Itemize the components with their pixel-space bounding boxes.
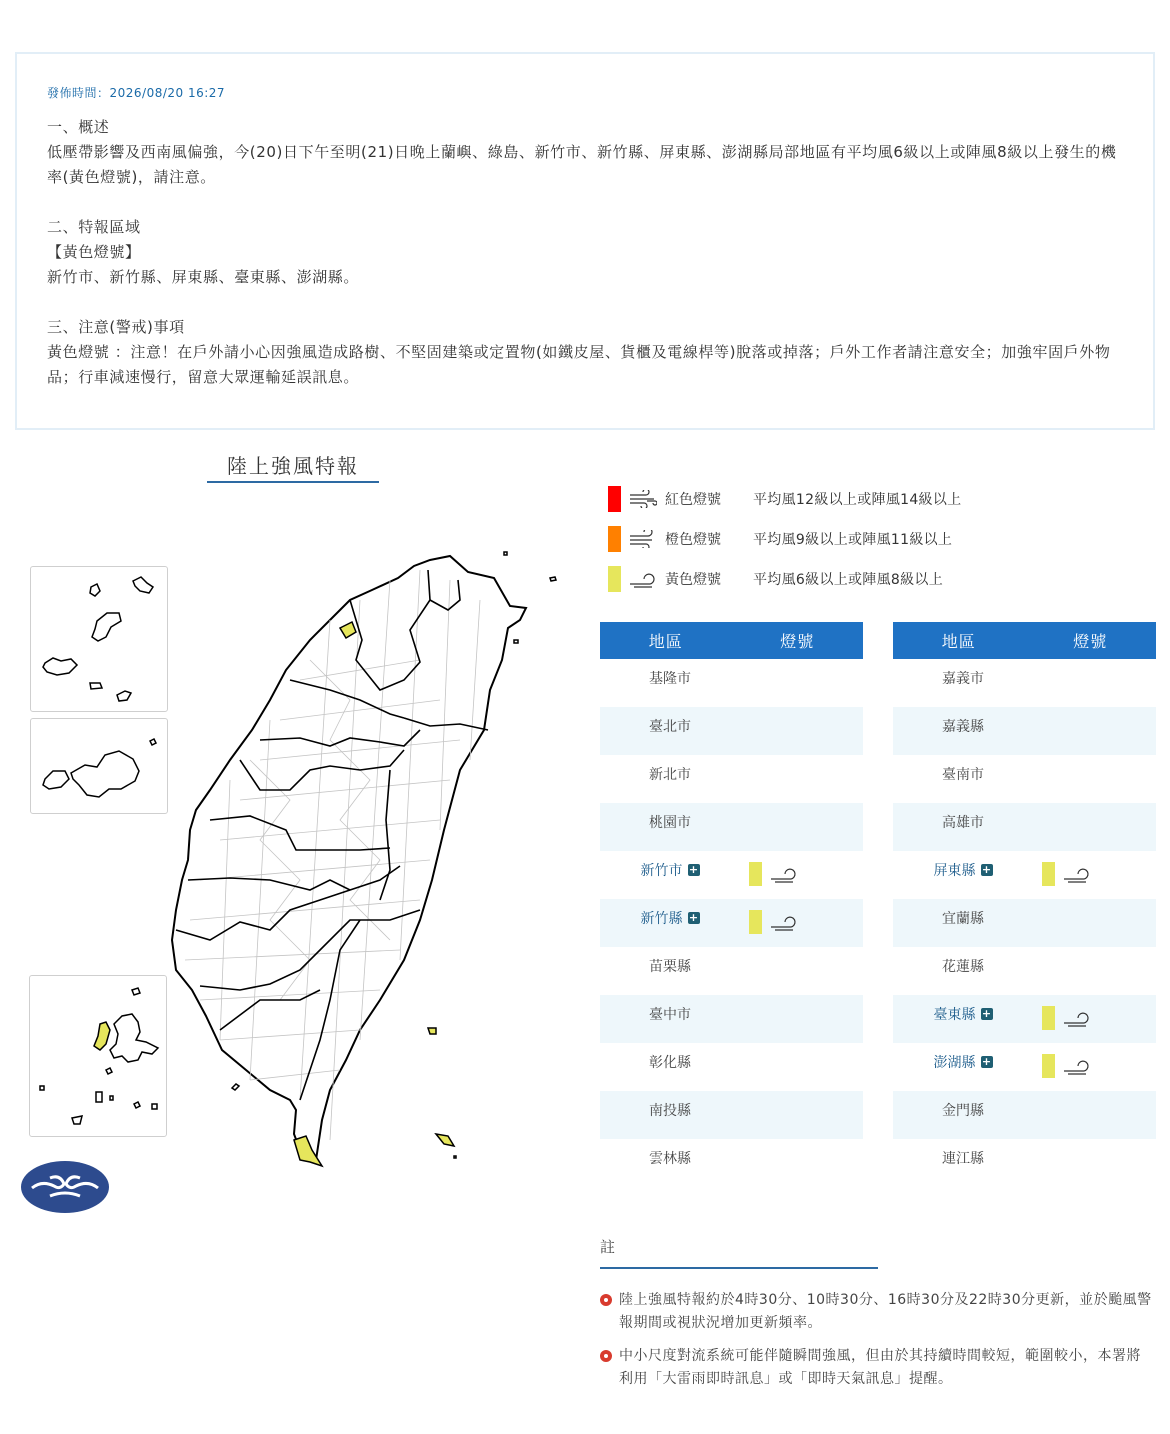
- legend-row-orange: [608, 526, 961, 552]
- region-name: 南投縣: [649, 1103, 691, 1119]
- legend-swatch-orange: [608, 526, 621, 552]
- signal-legend: [608, 486, 961, 606]
- signal-cell: [1033, 851, 1156, 899]
- breeze-icon: [1063, 865, 1091, 883]
- table-row: [600, 899, 863, 947]
- breeze-icon: [770, 865, 798, 883]
- region-name-cell: [600, 707, 740, 755]
- warning-area-title: 二、特報區域: [47, 218, 141, 236]
- region-name: 雲林縣: [649, 1151, 691, 1167]
- notes-title-block: [600, 1236, 878, 1269]
- wind-icon: [629, 530, 657, 548]
- region-name-cell: [893, 707, 1033, 755]
- table-row: [893, 755, 1156, 803]
- signal-cell: [740, 947, 863, 995]
- yellow-signal-bar: [749, 910, 762, 934]
- signal-cell: [740, 707, 863, 755]
- region-name[interactable]: 新竹市: [640, 863, 683, 879]
- region-name: 高雄市: [942, 815, 984, 831]
- table-row: [600, 1091, 863, 1139]
- note-item: [600, 1345, 1155, 1391]
- region-name-cell: [893, 1139, 1033, 1187]
- warning-area-subtitle: 【黃色燈號】: [47, 243, 141, 261]
- table-row: [893, 707, 1156, 755]
- expand-plus-icon[interactable]: +: [981, 863, 992, 876]
- legend-name-orange: 橙色燈號: [665, 532, 721, 548]
- warning-area-section: [47, 215, 1123, 290]
- yellow-signal-bar: [1042, 1054, 1055, 1078]
- region-name: 苗栗縣: [649, 959, 691, 975]
- table-row: [893, 851, 1156, 899]
- table-row: [600, 947, 863, 995]
- table-row: [893, 1091, 1156, 1139]
- column-header-area: 地區: [941, 632, 976, 651]
- region-name: 桃園市: [649, 815, 691, 831]
- column-header-signal: 燈號: [780, 632, 815, 651]
- signal-cell: [1033, 947, 1156, 995]
- ludao-region: [428, 1028, 436, 1034]
- region-name-cell[interactable]: [893, 851, 1033, 899]
- region-name: 花蓮縣: [942, 959, 984, 975]
- signal-cell: [740, 899, 863, 947]
- region-name-cell: [600, 659, 740, 707]
- legend-row-yellow: [608, 566, 961, 592]
- region-name: 新北市: [649, 767, 691, 783]
- region-name: 臺中市: [649, 1007, 691, 1023]
- table-header: [600, 622, 863, 659]
- note-bullet-icon: [600, 1294, 612, 1306]
- table-row: [893, 947, 1156, 995]
- table-row: [893, 1139, 1156, 1187]
- strong-wind-icon: [629, 490, 657, 508]
- yellow-signal-bar: [749, 862, 762, 886]
- bulletin-panel: [15, 52, 1155, 430]
- region-table-right: [893, 622, 1156, 1187]
- region-name: 彰化縣: [649, 1055, 691, 1071]
- region-name-cell[interactable]: [600, 851, 740, 899]
- region-name-cell: [893, 899, 1033, 947]
- region-name[interactable]: 屏東縣: [933, 863, 976, 879]
- signal-cell: [740, 659, 863, 707]
- note-text: 中小尺度對流系統可能伴隨瞬間強風，但由於其持續時間較短，範圍較小，本署將利用「大雷雨即時訊息」或「即時天氣訊息」提醒。: [619, 1348, 1141, 1387]
- region-name-cell: [893, 1091, 1033, 1139]
- yellow-signal-bar: [1042, 1006, 1055, 1030]
- lanyu-region: [436, 1134, 454, 1146]
- overview-body: 低壓帶影響及西南風偏強，今(20)日下午至明(21)日晚上蘭嶼、綠島、新竹市、新竹縣、屏東縣、澎湖縣局部地區有平均風6級以上或陣風8級以上發生的機率(黃色燈號)，請注意。: [47, 143, 1117, 186]
- region-name: 臺南市: [942, 767, 984, 783]
- precaution-section: [47, 315, 1123, 390]
- column-header-area: 地區: [648, 632, 683, 651]
- region-name: 連江縣: [942, 1151, 984, 1167]
- overview-title: 一、概述: [47, 118, 110, 136]
- signal-cell: [740, 803, 863, 851]
- legend-name-red: 紅色燈號: [665, 492, 721, 508]
- cwa-logo: [20, 1160, 110, 1214]
- taiwan-island-outline: [172, 556, 526, 1160]
- table-row: [600, 1043, 863, 1091]
- breeze-icon: [770, 913, 798, 931]
- table-rows: [600, 659, 863, 1187]
- yellow-signal-bar: [1042, 862, 1055, 886]
- map-title: 陸上強風特報: [227, 454, 359, 478]
- region-name: 嘉義市: [942, 671, 984, 687]
- notes-section: [600, 1236, 1155, 1401]
- signal-cell: [740, 1091, 863, 1139]
- region-name-cell[interactable]: [600, 899, 740, 947]
- legend-swatch-red: [608, 486, 621, 512]
- region-name: 基隆市: [649, 671, 691, 687]
- breeze-icon: [1063, 1057, 1091, 1075]
- legend-desc-orange: 平均風9級以上或陣風11級以上: [753, 532, 953, 548]
- overview-section: [47, 115, 1123, 190]
- region-name-cell: [600, 803, 740, 851]
- legend-row-red: [608, 486, 961, 512]
- table-row: [893, 899, 1156, 947]
- region-table-left: [600, 622, 863, 1187]
- region-name[interactable]: 澎湖縣: [933, 1055, 976, 1071]
- signal-cell: [1033, 1043, 1156, 1091]
- region-name-cell[interactable]: [893, 995, 1033, 1043]
- table-row: [893, 659, 1156, 707]
- publish-time: 發佈時間：2026/08/20 16:27: [47, 86, 226, 100]
- signal-cell: [1033, 1139, 1156, 1187]
- signal-cell: [1033, 707, 1156, 755]
- table-row: [600, 659, 863, 707]
- map-title-block: [207, 450, 379, 483]
- signal-cell: [740, 851, 863, 899]
- table-row: [600, 995, 863, 1043]
- signal-cell: [740, 755, 863, 803]
- expand-plus-icon[interactable]: +: [688, 911, 699, 924]
- region-name-cell: [893, 659, 1033, 707]
- table-rows: [893, 659, 1156, 1187]
- breeze-icon: [629, 570, 657, 588]
- signal-cell: [1033, 803, 1156, 851]
- legend-swatch-yellow: [608, 566, 621, 592]
- table-row: [600, 1139, 863, 1187]
- signal-cell: [1033, 755, 1156, 803]
- region-name-cell: [600, 1043, 740, 1091]
- precaution-body: 黃色燈號 ：注意！在戶外請小心因強風造成路樹、不堅固建築或定置物(如鐵皮屋、貨櫃及電線桿等)脫落或掉落；戶外工作者請注意安全；加強牢固戶外物品；行車減速慢行，留意大眾運輸延誤訊息。: [47, 343, 1111, 386]
- table-row: [600, 851, 863, 899]
- warning-area-body: 新竹市、新竹縣、屏東縣、臺東縣、澎湖縣。: [47, 268, 360, 286]
- region-name: 宜蘭縣: [942, 911, 984, 927]
- expand-plus-icon[interactable]: +: [981, 1007, 992, 1020]
- signal-cell: [1033, 899, 1156, 947]
- signal-cell: [740, 1043, 863, 1091]
- region-name-cell: [893, 803, 1033, 851]
- region-name-cell: [600, 755, 740, 803]
- expand-plus-icon[interactable]: +: [688, 863, 699, 876]
- precaution-title: 三、注意(警戒)事項: [47, 318, 185, 336]
- note-text: 陸上強風特報約於4時30分、10時30分、16時30分及22時30分更新，並於颱風警報期間或視狀況增加更新頻率。: [619, 1292, 1152, 1331]
- legend-name-yellow: 黃色燈號: [665, 572, 721, 588]
- notes-title: 註: [600, 1238, 617, 1256]
- region-name-cell: [600, 1139, 740, 1187]
- breeze-icon: [1063, 1009, 1091, 1027]
- table-row: [893, 803, 1156, 851]
- table-row: [893, 995, 1156, 1043]
- region-name: 金門縣: [942, 1103, 984, 1119]
- region-name-cell: [893, 947, 1033, 995]
- table-row: [600, 755, 863, 803]
- signal-cell: [1033, 659, 1156, 707]
- region-name: 臺北市: [649, 719, 691, 735]
- region-name[interactable]: 臺東縣: [933, 1007, 976, 1023]
- signal-cell: [1033, 1091, 1156, 1139]
- note-bullet-icon: [600, 1350, 612, 1362]
- region-name-cell[interactable]: [893, 1043, 1033, 1091]
- expand-plus-icon[interactable]: +: [981, 1055, 992, 1068]
- region-name-cell: [600, 947, 740, 995]
- signal-cell: [1033, 995, 1156, 1043]
- legend-desc-yellow: 平均風6級以上或陣風8級以上: [753, 572, 944, 588]
- taiwan-wind-map[interactable]: [0, 490, 590, 1180]
- region-name-cell: [600, 1091, 740, 1139]
- region-name[interactable]: 新竹縣: [640, 911, 683, 927]
- signal-cell: [740, 1139, 863, 1187]
- note-item: [600, 1289, 1155, 1335]
- legend-desc-red: 平均風12級以上或陣風14級以上: [753, 492, 962, 508]
- table-row: [893, 1043, 1156, 1091]
- table-header: [893, 622, 1156, 659]
- region-name: 嘉義縣: [942, 719, 984, 735]
- table-row: [600, 803, 863, 851]
- region-name-cell: [893, 755, 1033, 803]
- table-row: [600, 707, 863, 755]
- signal-cell: [740, 995, 863, 1043]
- column-header-signal: 燈號: [1073, 632, 1108, 651]
- region-name-cell: [600, 995, 740, 1043]
